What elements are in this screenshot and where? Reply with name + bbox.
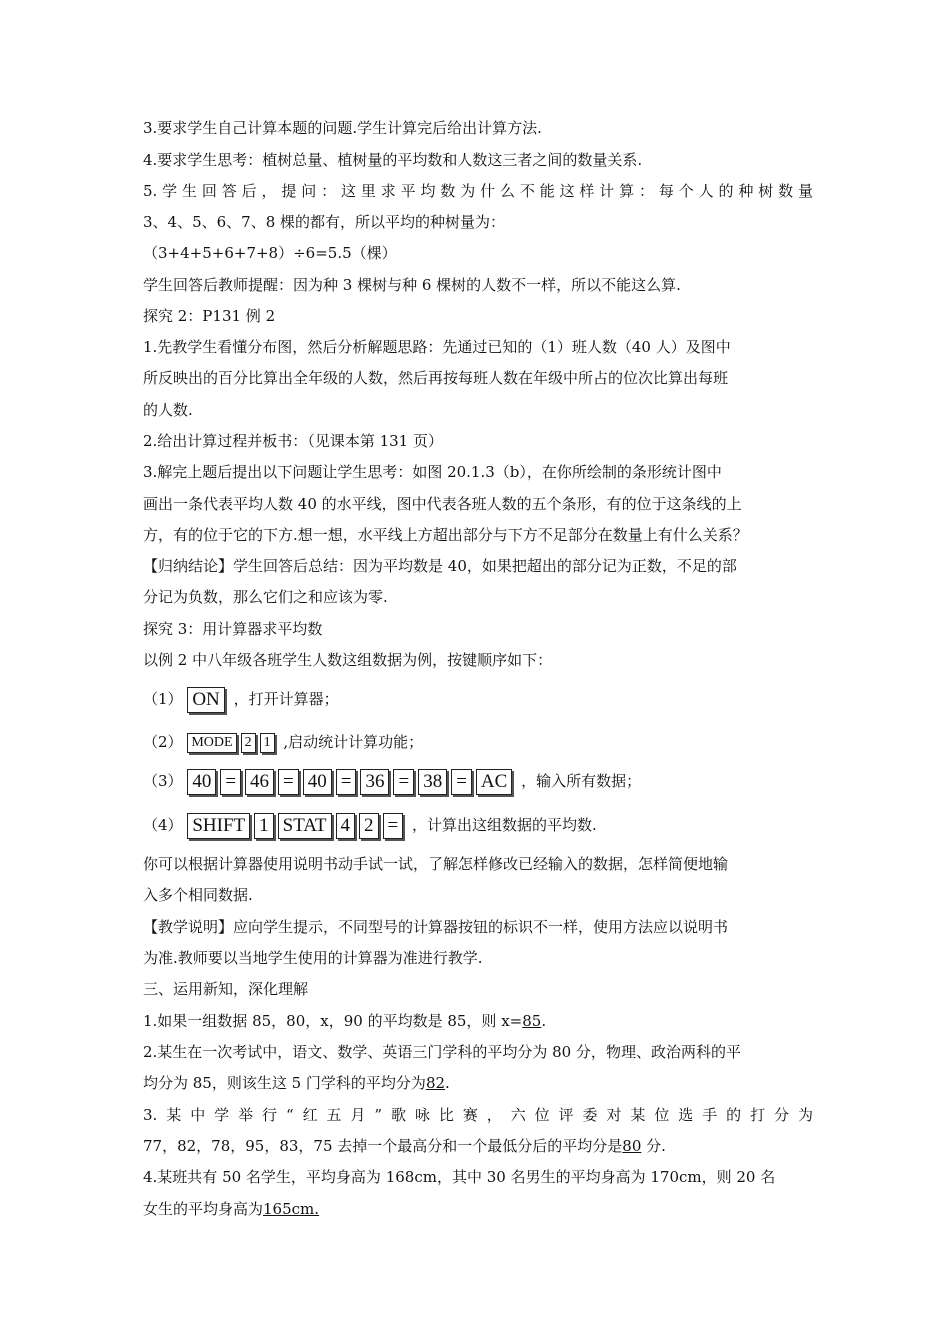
question-text: 1.如果一组数据 85，80，x，90 的平均数是 85，则 x=: [143, 1012, 523, 1030]
text-line: 以例 2 中八年级各班学生人数这组数据为例，按键顺序如下：: [143, 651, 553, 669]
step-description: ，打开计算器；: [233, 690, 339, 708]
section-heading: 探究 2：P131 例 2: [143, 307, 276, 325]
step-description: ，输入所有数据；: [521, 772, 642, 790]
text-line: 4.某班共有 50 名学生，平均身高为 168cm，其中 30 名男生的平均身高为 170cm，则 20 名: [143, 1168, 776, 1186]
text-line: 你可以根据计算器使用说明书动手试一试，了解怎样修改已经输入的数据，怎样简便地输: [143, 855, 729, 873]
calculator-key: =: [336, 769, 357, 795]
text-line: 2.某生在一次考试中，语文、数学、英语三门学科的平均分为 80 分，物理、政治两科的平: [143, 1043, 741, 1061]
text-line: 入多个相同数据.: [143, 886, 253, 904]
calculator-key: 46: [245, 769, 274, 795]
text-line: 3.某中学举行“红五月”歌咏比赛，六位评委对某位选手的打分为: [143, 1106, 813, 1124]
calculator-key: MODE: [187, 733, 236, 753]
answer-text: 80: [622, 1137, 642, 1155]
section-heading: 探究 3：用计算器求平均数: [143, 620, 323, 638]
calculator-key: 38: [418, 769, 447, 795]
calculator-key: 36: [360, 769, 389, 795]
text-line: 3.要求学生自己计算本题的问题.学生计算完后给出计算方法.: [143, 119, 542, 137]
question-text: .: [445, 1074, 450, 1092]
calculator-key: 40: [187, 769, 216, 795]
key-step-1: [143, 686, 813, 713]
calculator-key: AC: [476, 769, 512, 795]
calculator-key: =: [220, 769, 241, 795]
exercise-3: [143, 1136, 813, 1156]
step-description: ,启动统计计算功能；: [283, 733, 424, 751]
question-text: .: [541, 1012, 547, 1030]
exercise-2: [143, 1073, 813, 1093]
step-label: （3）: [143, 772, 183, 790]
question-text: 女生的平均身高为: [143, 1200, 264, 1218]
section-heading: 三、运用新知，深化理解: [143, 980, 309, 998]
calculator-key: ON: [187, 687, 224, 713]
calculator-key: SHIFT: [187, 813, 250, 839]
calculator-key: =: [393, 769, 414, 795]
text-line: 的人数.: [143, 401, 193, 419]
text-line: 【归纳结论】学生回答后总结：因为平均数是 40，如果把超出的部分记为正数，不足的部: [143, 557, 737, 575]
text-line: 所反映出的百分比算出全年级的人数，然后再按每班人数在年级中所占的位次比算出每班: [143, 369, 729, 387]
step-description: ，计算出这组数据的平均数.: [412, 816, 597, 834]
calculator-key: 40: [303, 769, 332, 795]
question-text: 分.: [641, 1137, 666, 1155]
exercise-1: [143, 1011, 813, 1031]
calculator-key: STAT: [278, 813, 332, 839]
answer-text: 85: [522, 1012, 542, 1030]
step-label: （2）: [143, 733, 183, 751]
text-line: 4.要求学生思考：植树总量、植树量的平均数和人数这三者之间的数量关系.: [143, 151, 643, 169]
calculator-key: 2: [359, 813, 379, 839]
text-line: 2.给出计算过程并板书：（见课本第 131 页）: [143, 432, 443, 450]
calculator-key: =: [383, 813, 404, 839]
answer-text: 82: [425, 1074, 446, 1092]
key-step-2: [143, 730, 813, 754]
key-step-4: [143, 811, 813, 839]
text-line: 分记为负数，那么它们之和应该为零.: [143, 588, 388, 606]
text-line: 3、4、5、6、7、8 棵的都有，所以平均的种树量为：: [143, 213, 506, 231]
exercise-4: [143, 1199, 813, 1219]
calculator-key: 1: [254, 813, 274, 839]
question-text: 77，82，78，95，83，75 去掉一个最高分和一个最低分后的平均分是: [143, 1137, 623, 1155]
calculator-key: =: [451, 769, 472, 795]
text-line: 5.学生回答后，提问：这里求平均数为什么不能这样计算：每个人的种树数量: [143, 182, 813, 200]
answer-text: 165cm.: [263, 1200, 320, 1218]
text-line: 【教学说明】应向学生提示，不同型号的计算器按钮的标识不一样，使用方法应以说明书: [143, 918, 729, 936]
text-line: 方，有的位于它的下方.想一想，水平线上方超出部分与下方不足部分在数量上有什么关系？: [143, 526, 748, 544]
text-line: 为准.教师要以当地学生使用的计算器为准进行教学.: [143, 949, 483, 967]
text-line: 3.解完上题后提出以下问题让学生思考：如图 20.1.3（b），在你所绘制的条形统计图中: [143, 463, 722, 481]
formula-line: （3+4+5+6+7+8）÷6=5.5（棵）: [143, 244, 397, 262]
text-line: 1.先教学生看懂分布图，然后分析解题思路：先通过已知的（1）班人数（40 人）及图中: [143, 338, 731, 356]
step-label: （1）: [143, 690, 183, 708]
text-line: 学生回答后教师提醒：因为种 3 棵树与种 6 棵树的人数不一样，所以不能这么算.: [143, 276, 681, 294]
calculator-key: 4: [336, 813, 356, 839]
calculator-key: 1: [260, 733, 275, 753]
question-text: 均分为 85，则该生这 5 门学科的平均分为: [143, 1074, 426, 1092]
text-line: 画出一条代表平均人数 40 的水平线，图中代表各班人数的五个条形，有的位于这条线的上: [143, 495, 742, 513]
calculator-key: =: [278, 769, 299, 795]
key-step-3: [143, 767, 813, 795]
calculator-key: 2: [241, 733, 256, 753]
step-label: （4）: [143, 816, 183, 834]
